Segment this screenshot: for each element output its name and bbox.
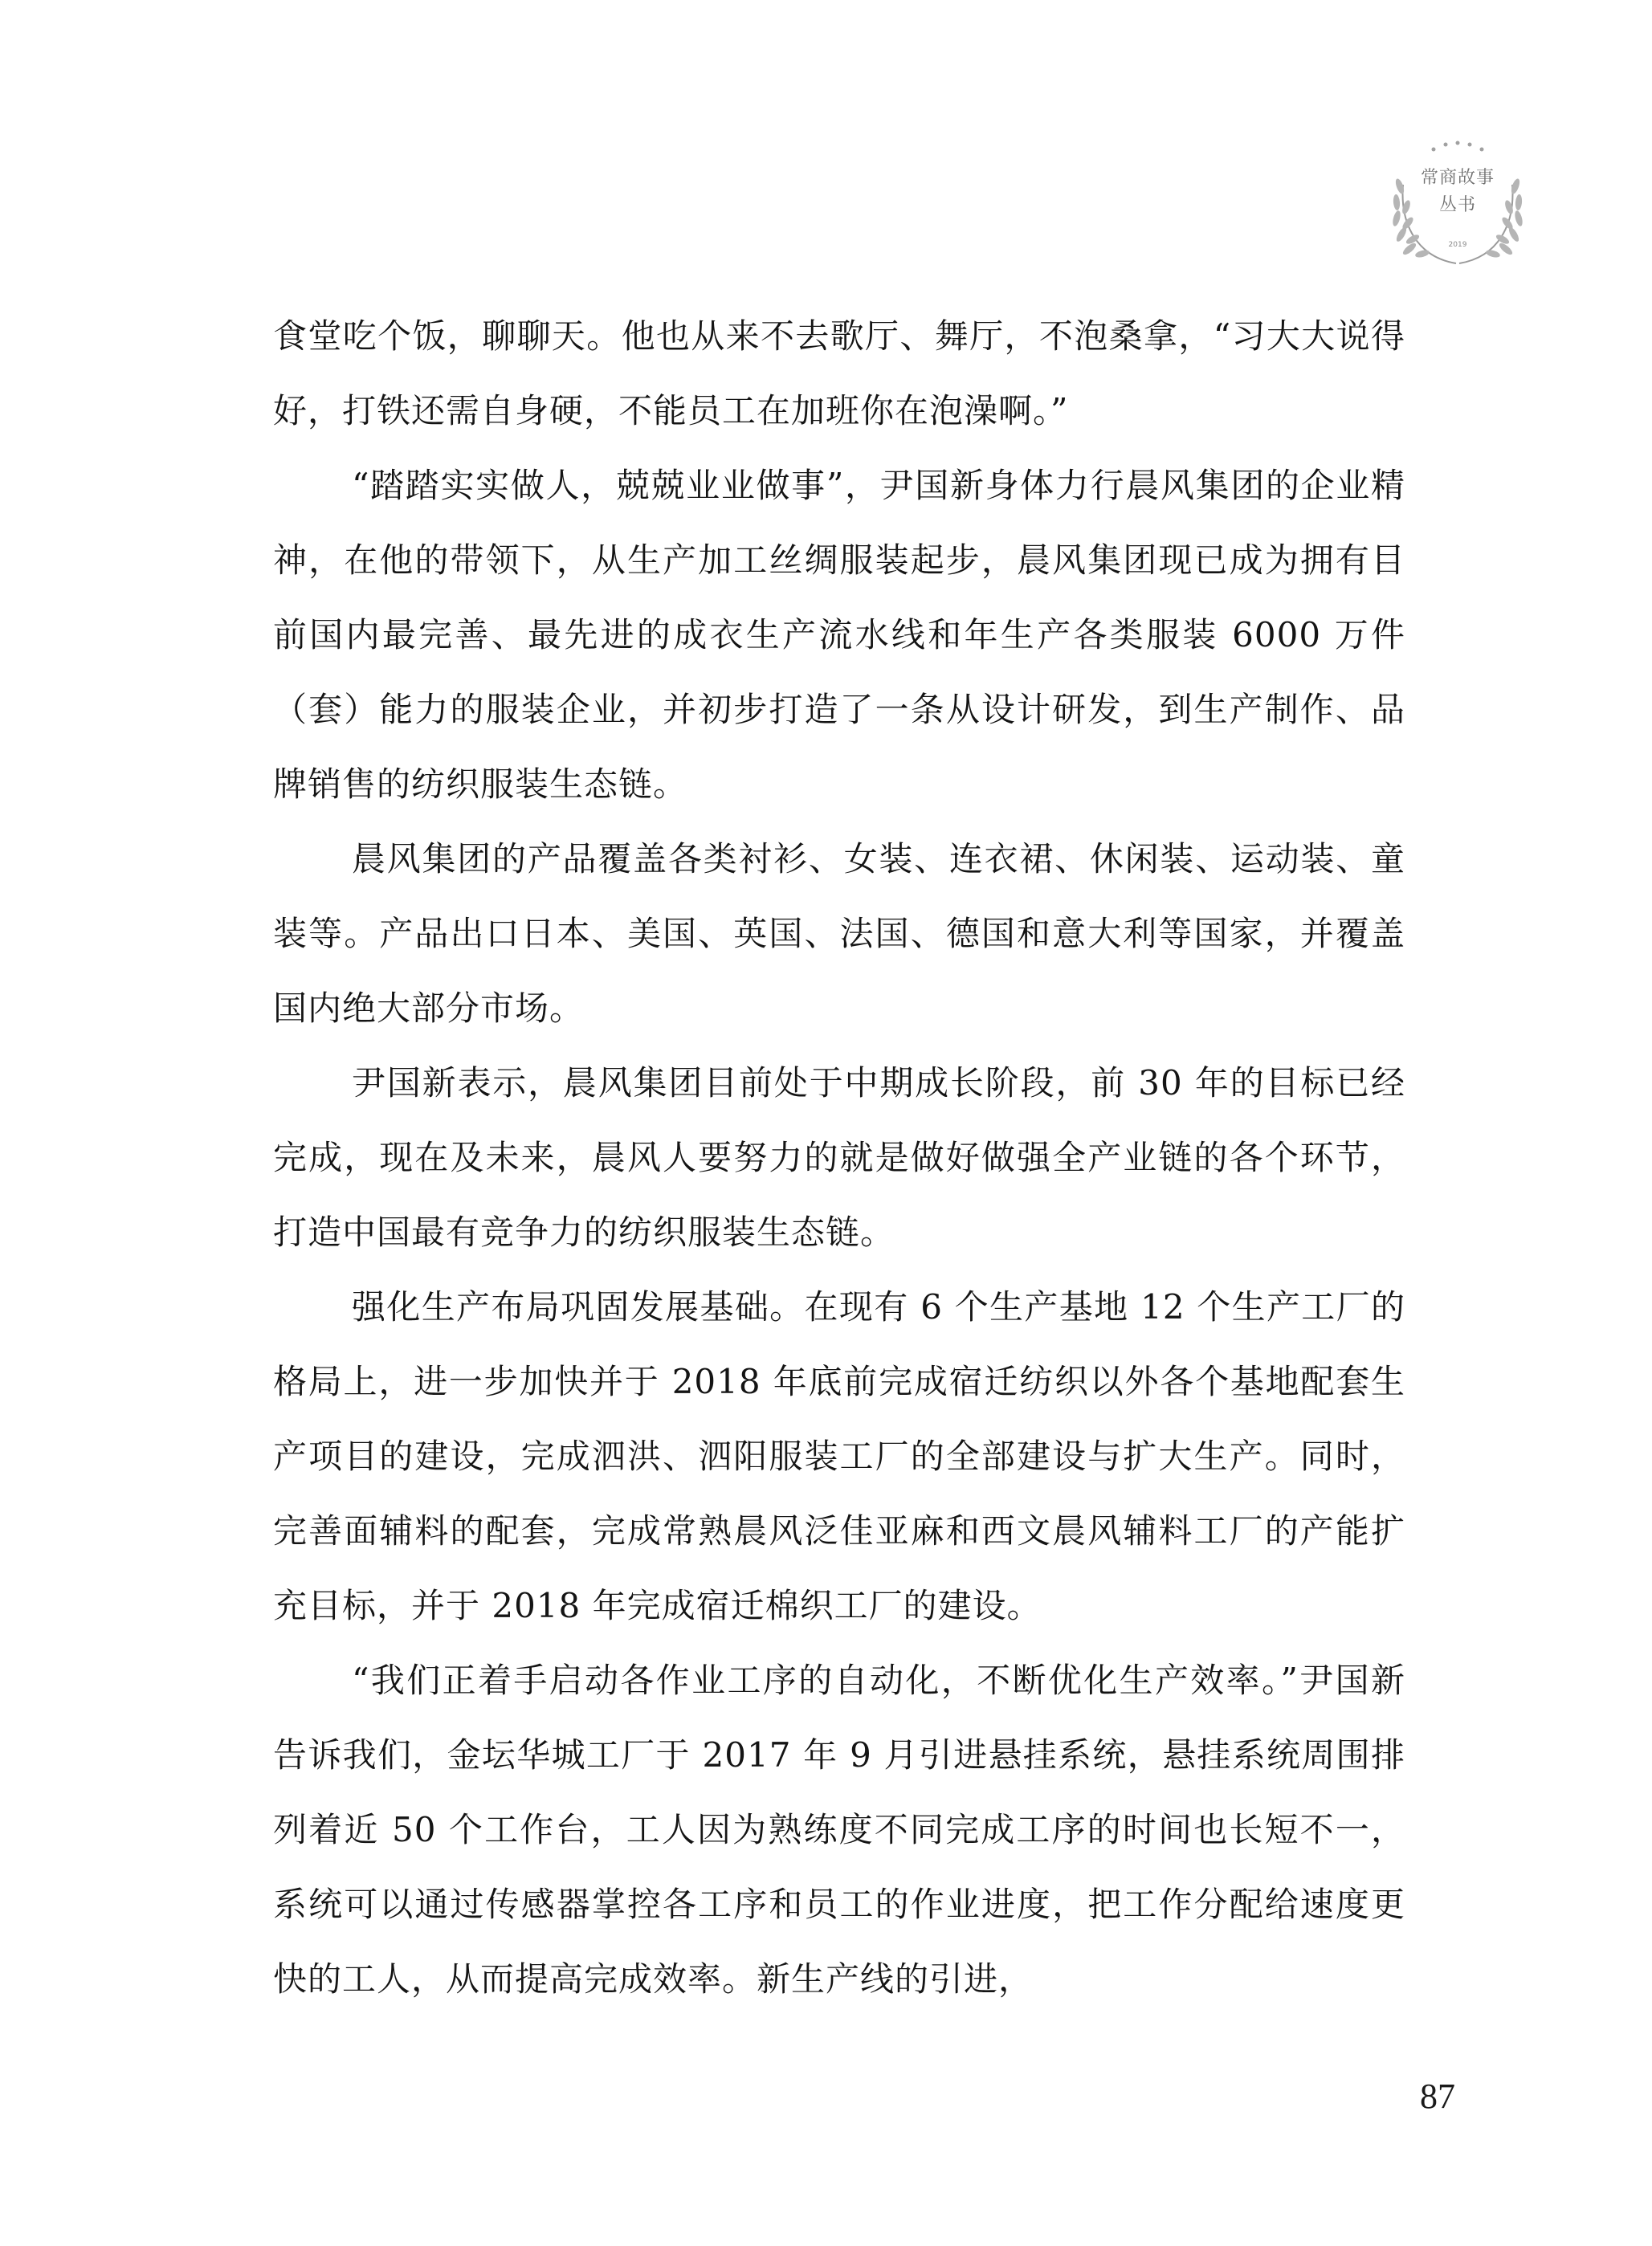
paragraph: 尹国新表示，晨风集团目前处于中期成长阶段，前 30 年的目标已经完成，现在及未来，晨风人要努力的就是做好做强全产业链的各个环节，打造中国最有竞争力的纺织服装生态链。 bbox=[273, 1063, 1405, 1252]
seal-title bbox=[1413, 165, 1502, 219]
paragraph-continued: 食堂吃个饭，聊聊天。他也从来不去歌厅、舞厅，不泡桑拿，“习大大说得好，打铁还需自身硬，不能员工在加班你在泡澡啊。” bbox=[273, 316, 1405, 430]
seal-year: 2019 bbox=[1448, 241, 1467, 249]
page-number: 87 bbox=[1420, 2077, 1455, 2116]
star-arc-icon bbox=[1432, 141, 1484, 152]
body-text bbox=[273, 299, 1405, 2016]
seal-title-line1: 常商故事 bbox=[1420, 168, 1495, 188]
paragraph: “踏踏实实做人，兢兢业业做事”，尹国新身体力行晨风集团的企业精神，在他的带领下，从生产加工丝绸服装起步，晨风集团现已成为拥有目前国内最完善、最先进的成衣生产流水线和年生产各类服装 6000 万件（套）能力的服装企业，并初步打造了一条从设计研发，到生产制作、品牌销售的纺织服装生态链。 bbox=[273, 466, 1405, 804]
paragraph: “我们正着手启动各作业工序的自动化，不断优化生产效率。”尹国新告诉我们，金坛华城工厂于 2017 年 9 月引进悬挂系统，悬挂系统周围排列着近 50 个工作台，工人因为熟练度不同完成工序的时间也长短不一，系统可以通过传感器掌控各工序和员工的作业进度，把工作分配给速度更快的工人，从而提高完成效率。新生产线的引进， bbox=[273, 1661, 1405, 1999]
seal-title-line2: 丛书 bbox=[1438, 195, 1476, 215]
paragraph: 晨风集团的产品覆盖各类衬衫、女装、连衣裙、休闲装、运动装、童装等。产品出口日本、美国、英国、法国、德国和意大利等国家，并覆盖国内绝大部分市场。 bbox=[273, 839, 1405, 1028]
paragraph: 强化生产布局巩固发展基础。在现有 6 个生产基地 12 个生产工厂的格局上，进一步加快并于 2018 年底前完成宿迁纺织以外各个基地配套生产项目的建设，完成泗洪、泗阳服装工厂的全部建设与扩大生产。同时，完善面辅料的配套，完成常熟晨风泛佳亚麻和西文晨风辅料工厂的产能扩充目标，并于 2018 年完成宿迁棉织工厂的建设。 bbox=[273, 1287, 1405, 1625]
